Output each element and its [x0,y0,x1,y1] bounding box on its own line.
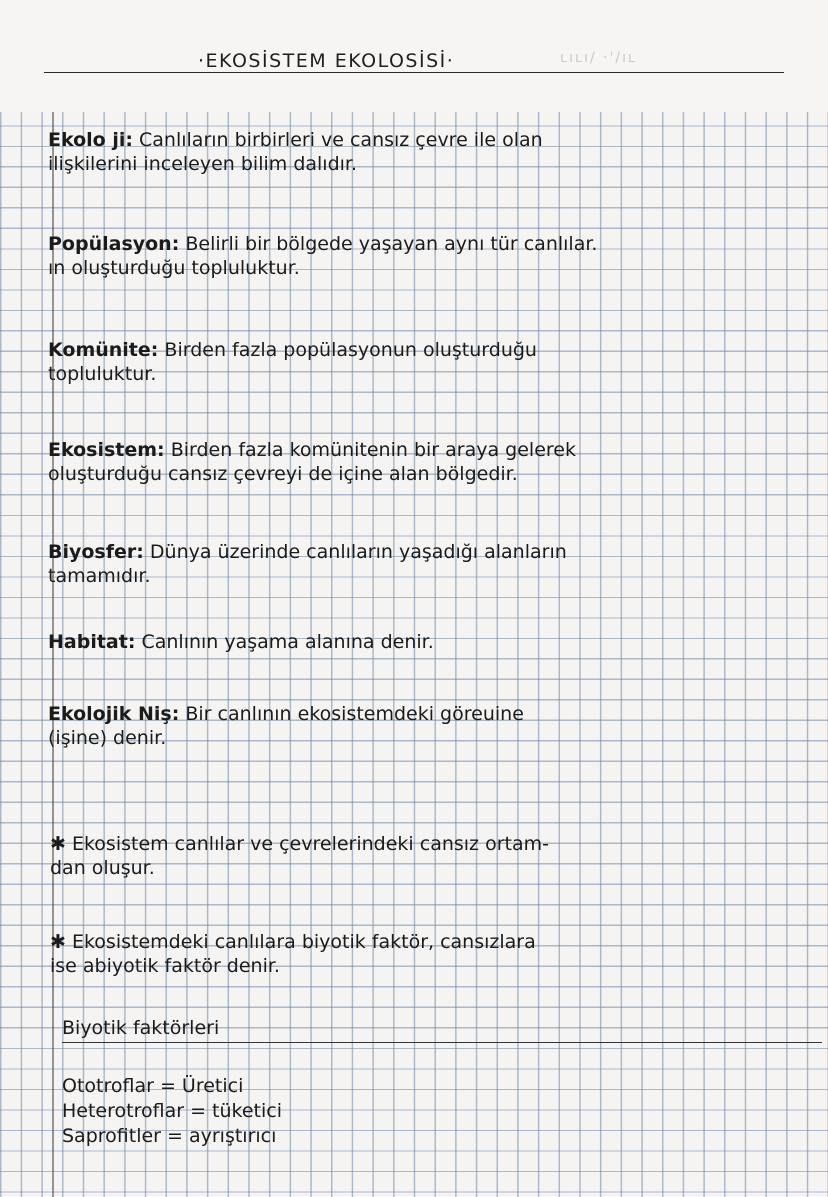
note-text-continued: dan oluşur. [50,857,155,879]
term-ekolojik-nis: Ekolojik Niş: [48,703,180,725]
term-populasyon: Popülasyon: [48,233,180,255]
biotic-factors-heading [62,1016,822,1043]
term-ekosistem: Ekosistem: [48,439,165,461]
term-habitat: Habitat: [48,631,136,653]
term-ekoloji: Ekolo ji: [48,129,133,151]
definition-text: Birden fazla popülasyonun oluşturduğu [158,339,537,361]
definition-text: Canlının yaşama alanına denir. [135,631,434,653]
definition-text-continued: (işine) denir. [48,727,167,749]
definition-ekosistem [48,438,808,486]
title-faded-tail: ʟıʟı/ ·'/ıʟ [560,50,638,66]
definition-text: Belirli bir bölgede yaşayan aynı tür canlılar. [179,233,598,255]
definition-ekolojik-nis [48,702,808,750]
term-komunite: Komünite: [48,339,159,361]
biotic-factors-list [62,1074,822,1149]
definition-text-continued: ilişkilerini inceleyen bilim dalıdır. [48,153,358,175]
title-underline [44,72,784,73]
note-text: ✱ Ekosistem canlılar ve çevrelerindeki cansız ortam- [50,833,549,855]
list-item: Saprofitler = ayrıştırıcı [62,1125,277,1147]
list-item: Heterotroflar = tüketici [62,1100,282,1122]
definition-habitat [48,630,808,654]
note-text-continued: ise abiyotik faktör denir. [50,955,280,977]
definition-text: Canlıların birbirleri ve cansız çevre ile olan [132,129,543,151]
definition-komunite [48,338,808,386]
definition-text-continued: topluluktur. [48,363,157,385]
note-text: ✱ Ekosistemdeki canlılara biyotik faktör, cansızlara [50,931,536,953]
definition-text: Dünya üzerinde canlıların yaşadığı alanların [143,541,567,563]
definition-populasyon [48,232,808,280]
definition-text-continued: ın oluşturduğu topluluktur. [48,257,300,279]
heading-text: Biyotik faktörleri [62,1016,822,1043]
term-biyosfer: Biyosfer: [48,541,144,563]
definition-text-continued: tamamıdır. [48,565,151,587]
definition-text-continued: oluşturduğu cansız çevreyi de içine alan bölgedir. [48,463,518,485]
definition-biyosfer [48,540,808,588]
definition-ekoloji [48,128,808,176]
page-title: ·EKOSİSTEM EKOLOSİSİ· [198,50,455,72]
list-item: Ototroflar = Üretici [62,1075,244,1097]
definition-text: Bir canlının ekosistemdeki göreuine [179,703,524,725]
note-biyotik-abiyotik [50,930,810,978]
definition-text: Birden fazla komünitenin bir araya gelerek [164,439,576,461]
note-ekosistem [50,832,810,880]
